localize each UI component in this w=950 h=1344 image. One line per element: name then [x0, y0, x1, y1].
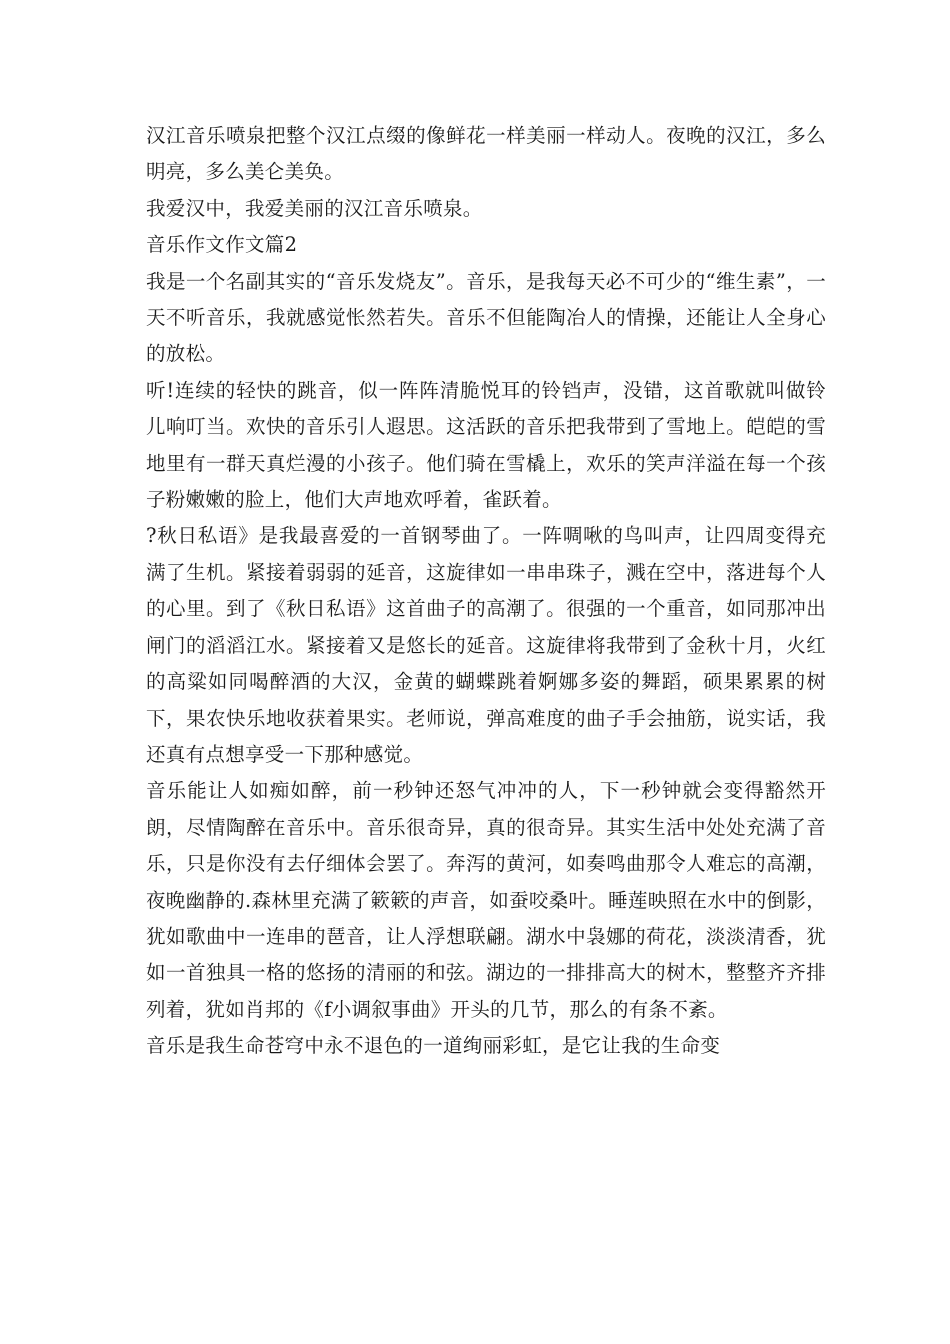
section-heading: 音乐作文作文篇2	[146, 233, 298, 257]
paragraph-jingle-bells: 听!连续的轻快的跳音，似一阵阵清脆悦耳的铃铛声，没错，这首歌就叫做铃儿响叮当。欢快的音乐引人遐思。这活跃的音乐把我带到了雪地上。皑皑的雪地里有一群天真烂漫的小孩子。他们骑在雪橇上，欢乐的笑声洋溢在每一个孩子粉嫩嫩的脸上，他们大声地欢呼着，雀跃着。	[146, 378, 826, 512]
document-body	[146, 118, 826, 1065]
paragraph-love-hanzhong: 我爱汉中，我爱美丽的汉江音乐喷泉。	[146, 196, 483, 220]
paragraph-rainbow: 音乐是我生命苍穹中永不退色的一道绚丽彩虹，是它让我的生命变	[146, 1034, 721, 1058]
paragraph-music-fan: 我是一个名副其实的“音乐发烧友”。音乐，是我每天必不可少的“维生素”，一天不听音乐，我就感觉怅然若失。音乐不但能陶冶人的情操，还能让人全身心的放松。	[146, 269, 826, 366]
paragraph-fountain-ending: 汉江音乐喷泉把整个汉江点缀的像鲜花一样美丽一样动人。夜晚的汉江，多么明亮，多么美仑美奂。	[146, 124, 826, 184]
paragraph-autumn-whisper: ?秋日私语》是我最喜爱的一首钢琴曲了。一阵啁啾的鸟叫声，让四周变得充满了生机。紧接着弱弱的延音，这旋律如一串串珠子，溅在空中，落进每个人的心里。到了《秋日私语》这首曲子的高潮了。很强的一个重音，如同那冲出闸门的滔滔江水。紧接着又是悠长的延音。这旋律将我带到了金秋十月，火红的高粱如同喝醉酒的大汉，金黄的蝴蝶跳着婀娜多姿的舞蹈，硕果累累的树下，果农快乐地收获着果实。老师说，弹高难度的曲子手会抽筋，说实话，我还真有点想享受一下那种感觉。	[146, 524, 826, 766]
paragraph-music-everywhere: 音乐能让人如痴如醉，前一秒钟还怒气冲冲的人，下一秒钟就会变得豁然开朗，尽情陶醉在音乐中。音乐很奇异，真的很奇异。其实生活中处处充满了音乐，只是你没有去仔细体会罢了。奔泻的黄河，如奏鸣曲那令人难忘的高潮，夜晚幽静的.森林里充满了簌簌的声音，如蚕咬桑叶。睡莲映照在水中的倒影，犹如歌曲中一连串的琶音，让人浮想联翩。湖水中袅娜的荷花，淡淡清香，犹如一首独具一格的悠扬的清丽的和弦。湖边的一排排高大的树木，整整齐齐排列着，犹如肖邦的《f小调叙事曲》开头的几节，那么的有条不紊。	[146, 779, 826, 1021]
